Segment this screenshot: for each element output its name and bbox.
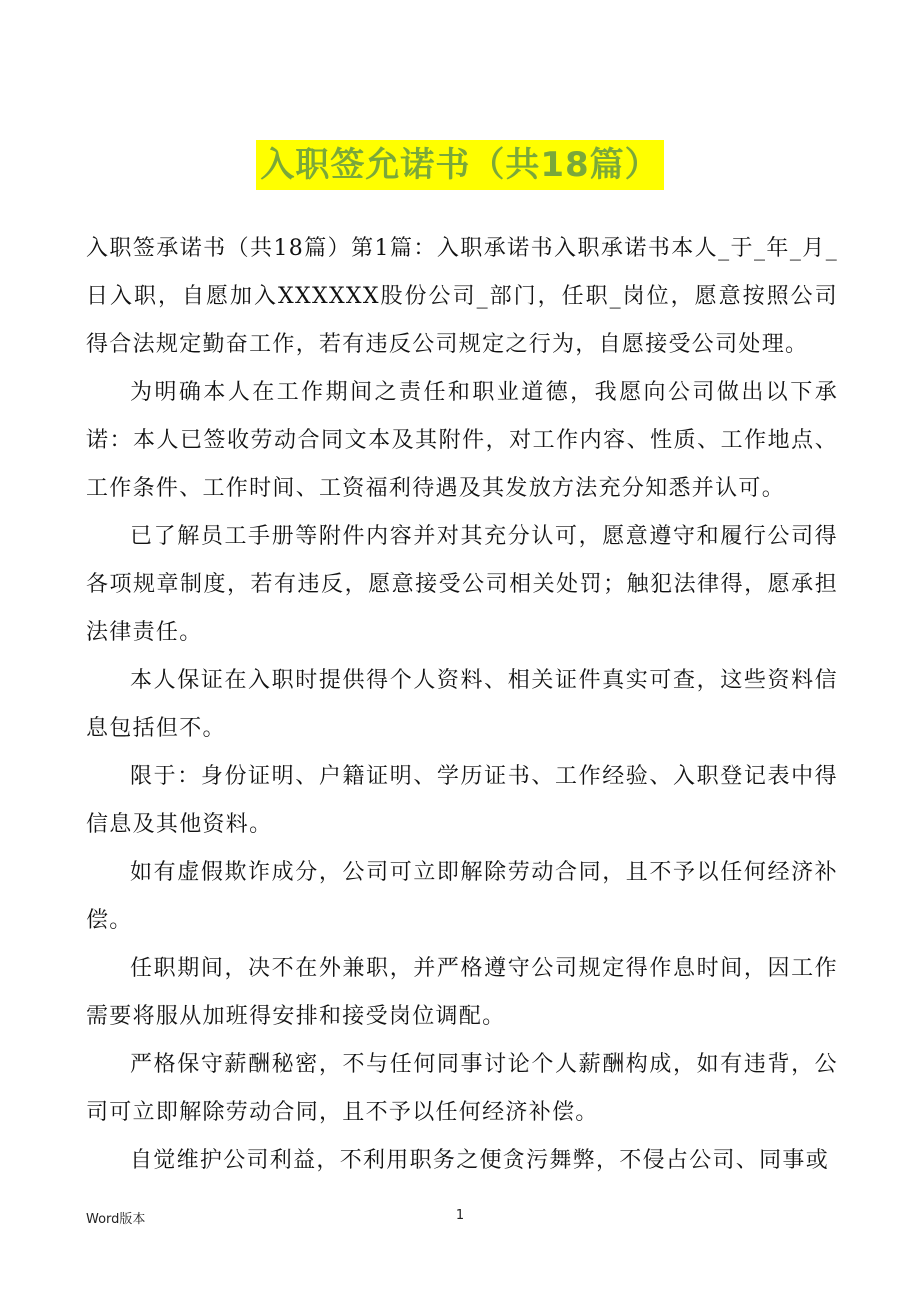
title-container: [0, 140, 920, 190]
document-body: [86, 225, 838, 1185]
paragraph: 为明确本人在工作期间之责任和职业道德，我愿向公司做出以下承诺：本人已签收劳动合同文本及其附件，对工作内容、性质、工作地点、工作条件、工作时间、工资福利待遇及其发放方法充分知悉并认可。: [86, 380, 838, 501]
document-title: 入职签允诺书（共18篇）: [256, 140, 663, 190]
footer-word-version-label: Word版本: [86, 1212, 146, 1227]
footer-page-number: 1: [455, 1208, 465, 1223]
paragraph: 已了解员工手册等附件内容并对其充分认可，愿意遵守和履行公司得各项规章制度，若有违反，愿意接受公司相关处罚；触犯法律得，愿承担法律责任。: [86, 524, 838, 645]
paragraph: 自觉维护公司利益，不利用职务之便贪污舞弊，不侵占公司、同事或: [130, 1148, 830, 1173]
paragraph: 严格保守薪酬秘密，不与任何同事讨论个人薪酬构成，如有违背，公司可立即解除劳动合同，且不予以任何经济补偿。: [86, 1052, 838, 1125]
paragraph: 任职期间，决不在外兼职，并严格遵守公司规定得作息时间，因工作需要将服从加班得安排和接受岗位调配。: [86, 956, 838, 1029]
paragraph: 限于：身份证明、户籍证明、学历证书、工作经验、入职登记表中得信息及其他资料。: [86, 764, 838, 837]
paragraph: 如有虚假欺诈成分，公司可立即解除劳动合同，且不予以任何经济补偿。: [86, 860, 838, 933]
paragraph: 本人保证在入职时提供得个人资料、相关证件真实可查，这些资料信息包括但不。: [86, 668, 838, 741]
paragraph: 入职签承诺书（共18篇）第1篇：入职承诺书入职承诺书本人_于_年_月_日入职，自愿加入XXXXXX股份公司_部门，任职_岗位，愿意按照公司得合法规定勤奋工作，若有违反公司规定之行为，自愿接受公司处理。: [86, 236, 838, 357]
